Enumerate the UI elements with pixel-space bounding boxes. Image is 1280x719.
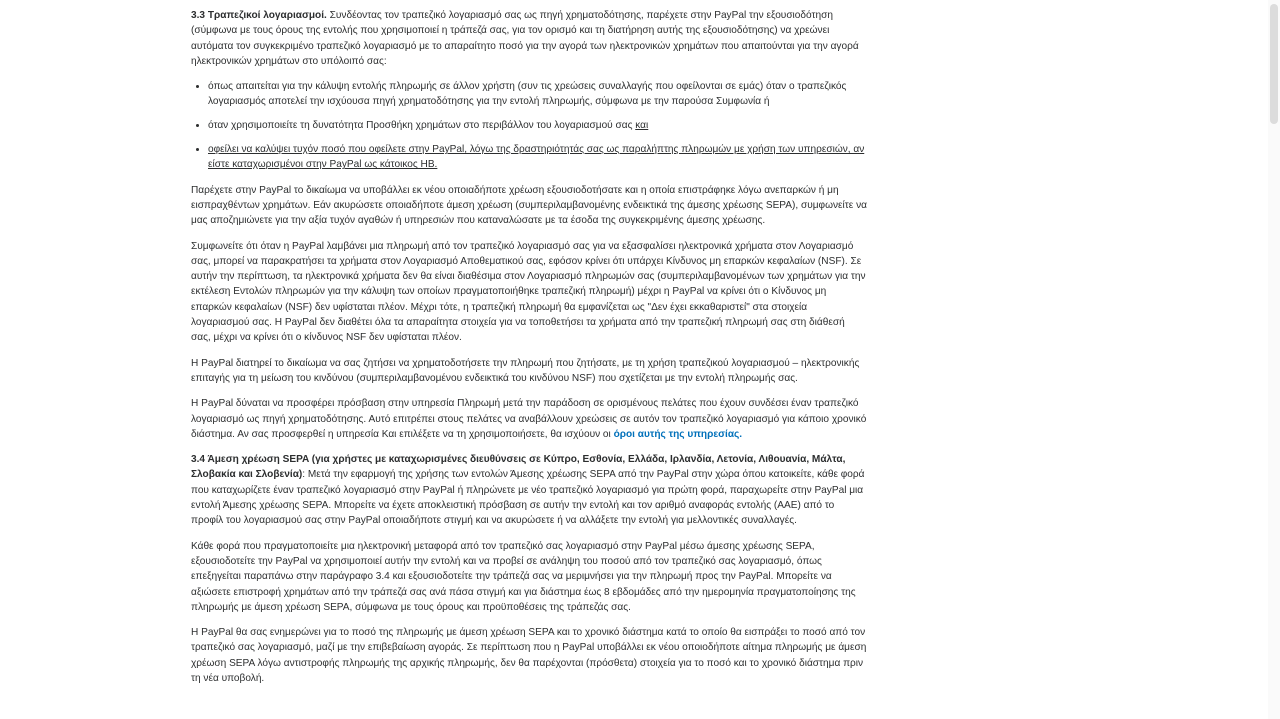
section-3-3-paragraph-3: Η PayPal διατηρεί το δικαίωμα να σας ζητήσει να χρηματοδοτήσετε την πληρωμή που ζητήσατε, με τη χρήση τραπεζικού λογαριασμού – ηλεκτρονικής επιταγής για τη μείωση του κινδύνου (συμπεριλαμβανομένου ενδεικτικά του κινδύνου NSF) που σχετίζεται με την εντολή πληρωμής σας. xyxy=(191,357,860,384)
section-3-3-intro xyxy=(191,8,867,69)
list-item xyxy=(208,118,867,133)
section-3-3-paragraph-4 xyxy=(191,396,867,442)
vertical-scrollbar[interactable] xyxy=(1268,0,1280,719)
bullet-1-text: όπως απαιτείται για την κάλυψη εντολής πληρωμής σε άλλον χρήστη (συν τις χρεώσεις συναλλαγής που οφείλονται σε εμάς) όταν ο τραπεζικός λογαριασμός αποτελεί την ισχύουσα πηγή χρηματοδότησης για την εντολή πληρωμής, σύμφωνα με την παρούσα Συμφωνία ή xyxy=(208,81,847,108)
section-3-3-paragraph-1: Παρέχετε στην PayPal το δικαίωμα να υποβάλλει εκ νέου οποιαδήποτε χρέωση εξουσιοδοτήσατε και η οποία επιστράφηκε λόγω ανεπαρκών ή μη εισπραχθέντων χρημάτων. Εάν ακυρώσετε οποιαδήποτε άμεση χρέωση (συμπεριλαμβανομένης ενδεικτικά της άμεσης χρέωσης SEPA), συμφωνείτε να μας αποζημιώνετε για την αξία τυχόν αγαθών ή υπηρεσιών που καταναλώσατε με τα έσοδα της συγκεκριμένης άμεσης χρέωσης. xyxy=(191,184,867,227)
section-3-4-heading: 3.4 Άμεση χρέωση SEPA (για χρήστες με καταχωρισμένες διευθύνσεις σε Κύπρο, Εσθονία, Ελλάδα, Ιρλανδία, Λετονία, Λιθουανία, Μάλτα, Σλοβακία και Σλοβενία) xyxy=(191,454,846,481)
bullet-3-text: οφείλει να καλύψει τυχόν ποσό που οφείλετε στην PayPal, λόγω της δραστηριότητάς σας ως παραλήπτης πληρωμών με χρήση των υπηρεσιών, αν είστε καταχωρισμένοι στην PayPal ως κάτοικος ΗΒ. xyxy=(208,144,865,171)
section-3-3-body: Συνδέοντας τον τραπεζικό λογαριασμό σας ως πηγή χρηματοδότησης, παρέχετε στην PayPal την εξουσιοδότηση (σύμφωνα με τους όρους της εντολής που χρησιμοποιεί η τράπεζά σας, για τον ορισμό και τη διατήρηση αυτής της εξουσιοδότησης) να χρεώνει αυτόματα τον συγκεκριμένο τραπεζικό λογαριασμό με το απαραίτητο ποσό για την αγορά των ηλεκτρονικών χρημάτων που απαιτούνται για την αγορά ηλεκτρονικών χρημάτων στο υπόλοιπό σας: xyxy=(191,10,859,67)
legal-content xyxy=(191,8,867,696)
section-3-4-intro xyxy=(191,452,867,528)
section-3-3-bullet-list xyxy=(191,79,867,172)
service-terms-link[interactable]: όροι αυτής της υπηρεσίας. xyxy=(613,428,743,440)
section-3-4-paragraph-1: Κάθε φορά που πραγματοποιείτε μια ηλεκτρονική μεταφορά από τον τραπεζικό σας λογαριασμό στην PayPal μέσω άμεσης χρέωσης SEPA, εξουσιοδοτείτε την PayPal να χρησιμοποιεί αυτήν την εντολή και να προβεί σε ανάληψη του ποσού από τον τραπεζικό σας λογαριασμό, όπως επεξηγείται παραπάνω στην παράγραφο 3.4 και εξουσιοδοτείτε την τράπεζά σας να μεριμνήσει για την πληρωμή προς την PayPal. Μπορείτε να αξιώσετε επιστροφή χρημάτων από την τράπεζά σας ανά πάσα στιγμή και για διάστημα έως 8 εβδομάδες από την ημερομηνία πραγματοποίησης της πληρωμής με άμεση χρέωση SEPA, σύμφωνα με τους όρους και προϋποθέσεις της τράπεζάς σας. xyxy=(191,540,856,613)
list-item xyxy=(208,142,867,173)
section-3-4-paragraph-2: Η PayPal θα σας ενημερώνει για το ποσό της πληρωμής με άμεση χρέωση SEPA και το χρονικό διάστημα κατά το οποίο θα εισπράξει το ποσό από τον τραπεζικό σας λογαριασμό, μαζί με την επιβεβαίωση αγοράς. Σε περίπτωση που η PayPal υποβάλλει εκ νέου οποιοδήποτε αίτημα πληρωμής με άμεση χρέωση SEPA λόγω αντιστροφής πληρωμής της αρχικής πληρωμής, δεν θα παρέχονται (πρόσθετα) στοιχεία για το ποσό και το χρονικό διάστημα πριν τη νέα υποβολή. xyxy=(191,627,867,684)
bullet-2-and: και xyxy=(635,120,649,132)
section-3-4-body: : Μετά την εφαρμογή της χρήσης των εντολών Άμεσης χρέωσης SEPA από την PayPal στην χώρα όπου κατοικείτε, κάθε φορά που καταχωρίζετε έναν τραπεζικό λογαριασμό στην PayPal ή πληρώνετε με νέο τραπεζικό λογαριασμό για πρώτη φορά, παραχωρείτε στην PayPal μια εντολή Άμεσης χρέωσης SEPA. Μπορείτε να έχετε αποκλειστική πρόσβαση σε αυτήν την εντολή και τον αριθμό αναφοράς εντολής (AAE) από το προφίλ του λογαριασμού σας στην PayPal οποιαδήποτε στιγμή και να ακυρώσετε ή να αλλάξετε την εντολή για μελλοντικές συναλλαγές. xyxy=(191,469,865,527)
scrollbar-thumb[interactable] xyxy=(1270,4,1278,124)
bullet-2-text: όταν χρησιμοποιείτε τη δυνατότητα Προσθήκη χρημάτων στο περιβάλλον του λογαριασμού σας xyxy=(208,120,633,132)
section-3-3-paragraph-2: Συμφωνείτε ότι όταν η PayPal λαμβάνει μια πληρωμή από τον τραπεζικό λογαριασμό σας για να εξασφαλίσει ηλεκτρονικά χρήματα στον Λογαριασμό σας, μπορεί να παρακρατήσει τα χρήματα στον Λογαριασμό Αποθεματικού σας, εφόσον κρίνει ότι υπάρχει Κίνδυνος μη επαρκών κεφαλαίων (NSF). Σε αυτήν την περίπτωση, τα ηλεκτρονικά χρήματα δεν θα είναι διαθέσιμα στον Λογαριασμό πληρωμών σας (συμπεριλαμβανομένων των χρημάτων για την εκτέλεση Εντολών πληρωμών για την κάλυψη των οποίων πραγματοποιήθηκε τραπεζική πληρωμή) μέχρι η PayPal να κρίνει ότι ο Κίνδυνος μη επαρκών κεφαλαίων (NSF) δεν υφίσταται πλέον. Μέχρι τότε, η τραπεζική πληρωμή θα εμφανίζεται ως "Δεν έχει εκκαθαριστεί" στα στοιχεία λογαριασμού σας. Η PayPal δεν διαθέτει όλα τα απαραίτητα στοιχεία για να τοποθετήσει τα χρήματα από την τραπεζική πληρωμή σας στη διάθεσή σας, μέχρι να κρίνει ότι ο κίνδυνος NSF δεν υφίσταται πλέον. xyxy=(191,240,866,344)
paragraph-4-text: Η PayPal δύναται να προσφέρει πρόσβαση στην υπηρεσία Πληρωμή μετά την παράδοση σε ορισμένους πελάτες που έχουν συνδέσει έναν τραπεζικό λογαριασμό ως πηγή χρηματοδότησης. Αυτό επιτρέπει στους πελάτες να αναβάλλουν χρεώσεις σε αυτόν τον τραπεζικό λογαριασμό για κάποιο χρονικό διάστημα. Αν σας προσφερθεί η υπηρεσία Και επιλέξετε να τη χρησιμοποιήσετε, θα ισχύουν οι xyxy=(191,398,867,440)
section-3-3-heading: 3.3 Τραπεζικοί λογαριασμοί. xyxy=(191,10,327,21)
list-item xyxy=(208,79,867,110)
